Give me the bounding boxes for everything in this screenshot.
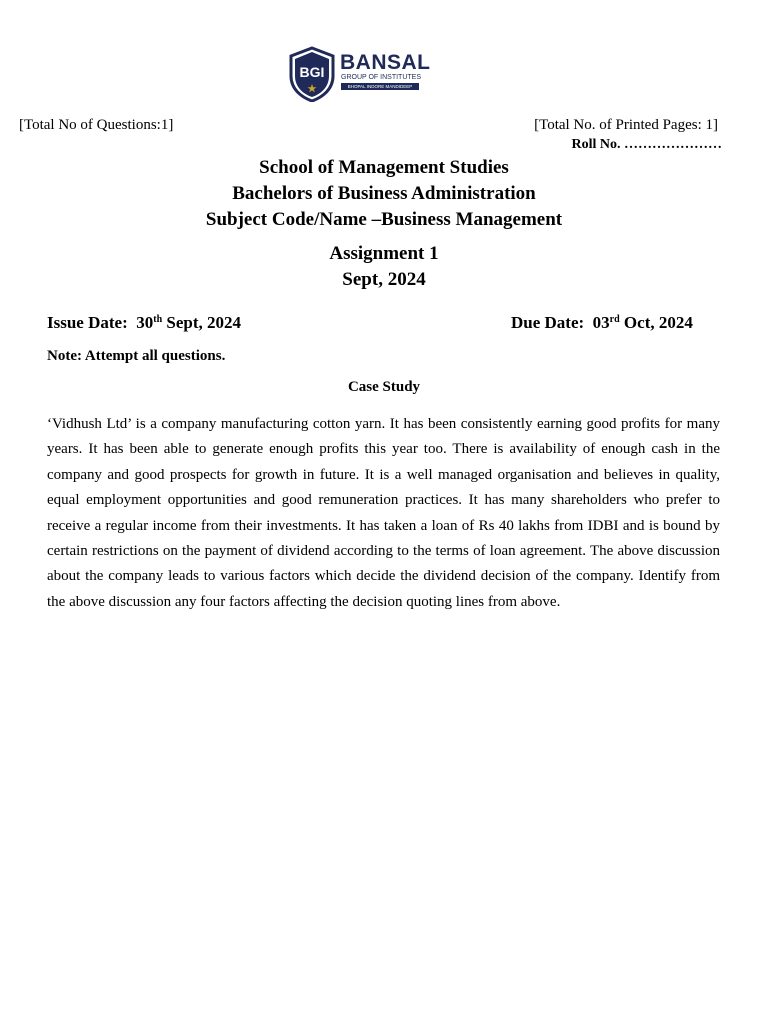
case-study-text: ‘Vidhush Ltd’ is a company manufacturing cotton yarn. It has been consistently earning good profits for many years. It has been able to generate enough profits this year too. There is availability of enough cash in the company and good prospects for growth in future. It is a well managed organisation and believes in quality, equal employment opportunities and good remuneration practices. It has many shareholders who prefer to receive a regular income from their investments. It has taken a loan of Rs 40 lakhs from IDBI and is bound by certain restrictions on the payment of dividend according to the terms of loan agreement. The above discussion about the company leads to various factors which decide the dividend decision of the company. Identify from the above discussion any four factors affecting the decision quoting lines from above. — [47, 416, 720, 610]
total-questions: [Total No of Questions:1] — [19, 117, 174, 133]
issue-date-day: 30 — [136, 313, 154, 332]
due-date — [511, 313, 693, 333]
due-date-day: 03 — [592, 313, 610, 332]
issue-date-label: Issue Date: — [47, 313, 128, 332]
issue-date-rest: Sept, 2024 — [166, 313, 242, 332]
issue-date-suffix: th — [153, 314, 163, 325]
due-date-label: Due Date: — [511, 313, 585, 332]
instruction-note: Note: Attempt all questions. — [47, 348, 226, 364]
logo-subtitle: GROUP OF INSTITUTES — [341, 74, 421, 81]
session-title: Sept, 2024 — [342, 269, 426, 290]
bgi-shield-icon — [288, 46, 336, 102]
school-title: School of Management Studies — [259, 157, 509, 178]
logo-initials: BGI — [299, 64, 325, 80]
roll-number: Roll No. ………………… — [571, 137, 722, 152]
case-study-heading: Case Study — [347, 379, 421, 395]
logo-name: BANSAL — [340, 51, 431, 74]
issue-date — [47, 313, 241, 333]
printed-pages: [Total No. of Printed Pages: 1] — [534, 117, 718, 133]
assignment-title: Assignment 1 — [329, 243, 439, 264]
institute-logo — [288, 46, 431, 102]
logo-locations: BHOPAL INDORE MANDIDEEP — [341, 83, 419, 90]
due-date-rest: Oct, 2024 — [623, 313, 693, 332]
due-date-suffix: rd — [609, 314, 620, 325]
subject-title: Subject Code/Name –Business Management — [205, 209, 563, 230]
program-title: Bachelors of Business Administration — [232, 183, 536, 204]
